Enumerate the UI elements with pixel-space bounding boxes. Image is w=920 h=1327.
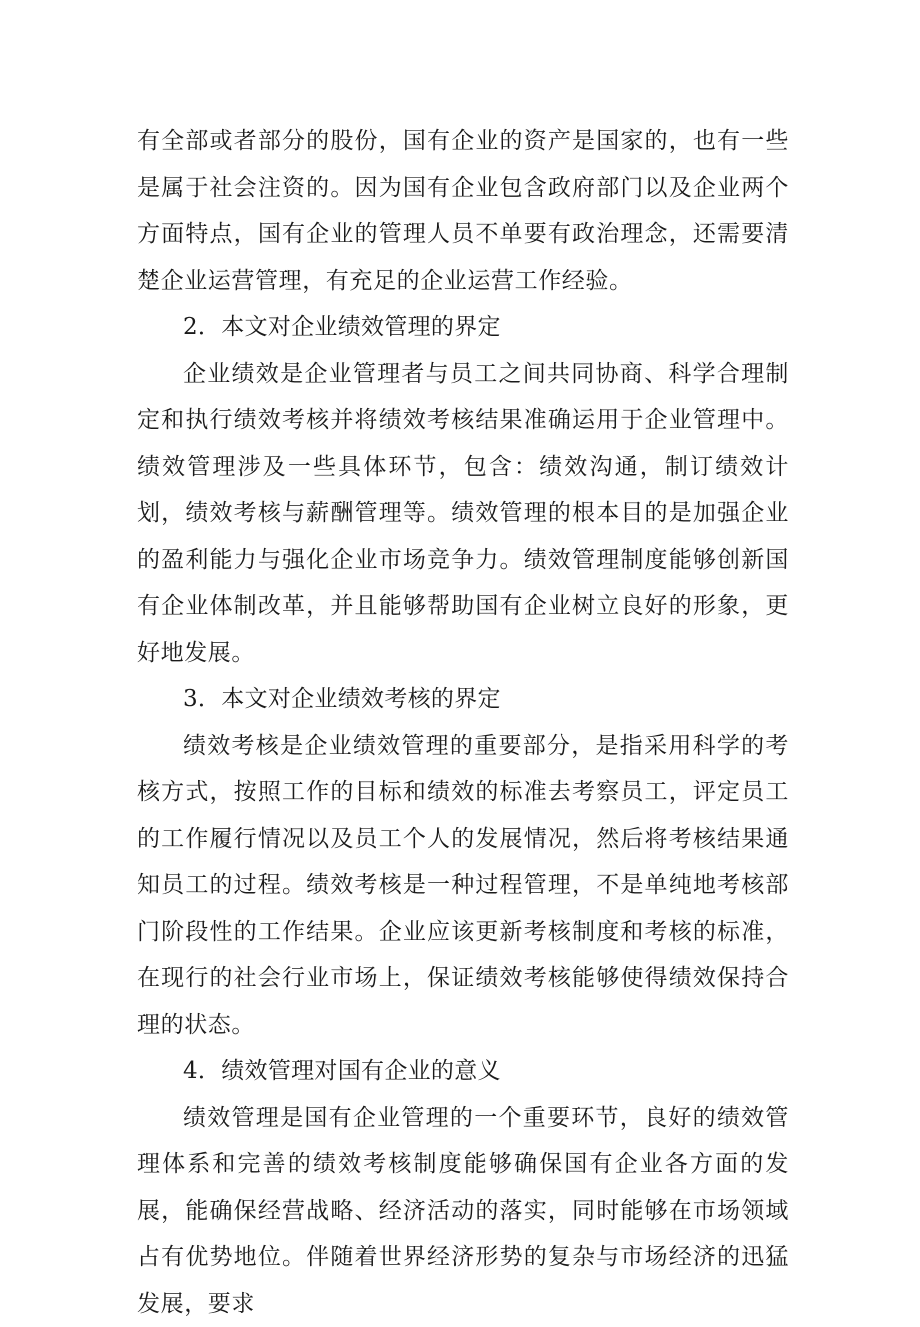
paragraph-performance-management: 企业绩效是企业管理者与员工之间共同协商、科学合理制定和执行绩效考核并将绩效考核结果准确运用于企业管理中。绩效管理涉及一些具体环节，包含：绩效沟通，制订绩效计划，绩效考核与薪酬管理等。绩效管理的根本目的是加强企业的盈利能力与强化企业市场竞争力。绩效管理制度能够创新国有企业体制改革，并且能够帮助国有企业树立良好的形象，更好地发展。 [137,351,789,677]
heading-performance-appraisal-definition: 3．本文对企业绩效考核的界定 [137,676,789,723]
heading-significance: 4．绩效管理对国有企业的意义 [137,1048,789,1095]
document-body [137,118,789,1327]
paragraph-state-owned-enterprise: 有全部或者部分的股份，国有企业的资产是国家的，也有一些是属于社会注资的。因为国有企业包含政府部门以及企业两个方面特点，国有企业的管理人员不单要有政治理念，还需要清楚企业运营管理，有充足的企业运营工作经验。 [137,118,789,304]
paragraph-significance: 绩效管理是国有企业管理的一个重要环节，良好的绩效管理体系和完善的绩效考核制度能够确保国有企业各方面的发展，能确保经营战略、经济活动的落实，同时能够在市场领域占有优势地位。伴随着世界经济形势的复杂与市场经济的迅猛发展，要求 [137,1095,789,1327]
paragraph-performance-appraisal: 绩效考核是企业绩效管理的重要部分，是指采用科学的考核方式，按照工作的目标和绩效的标准去考察员工，评定员工的工作履行情况以及员工个人的发展情况，然后将考核结果通知员工的过程。绩效考核是一种过程管理，不是单纯地考核部门阶段性的工作结果。企业应该更新考核制度和考核的标准，在现行的社会行业市场上，保证绩效考核能够使得绩效保持合理的状态。 [137,723,789,1049]
heading-performance-management-definition: 2．本文对企业绩效管理的界定 [137,304,789,351]
